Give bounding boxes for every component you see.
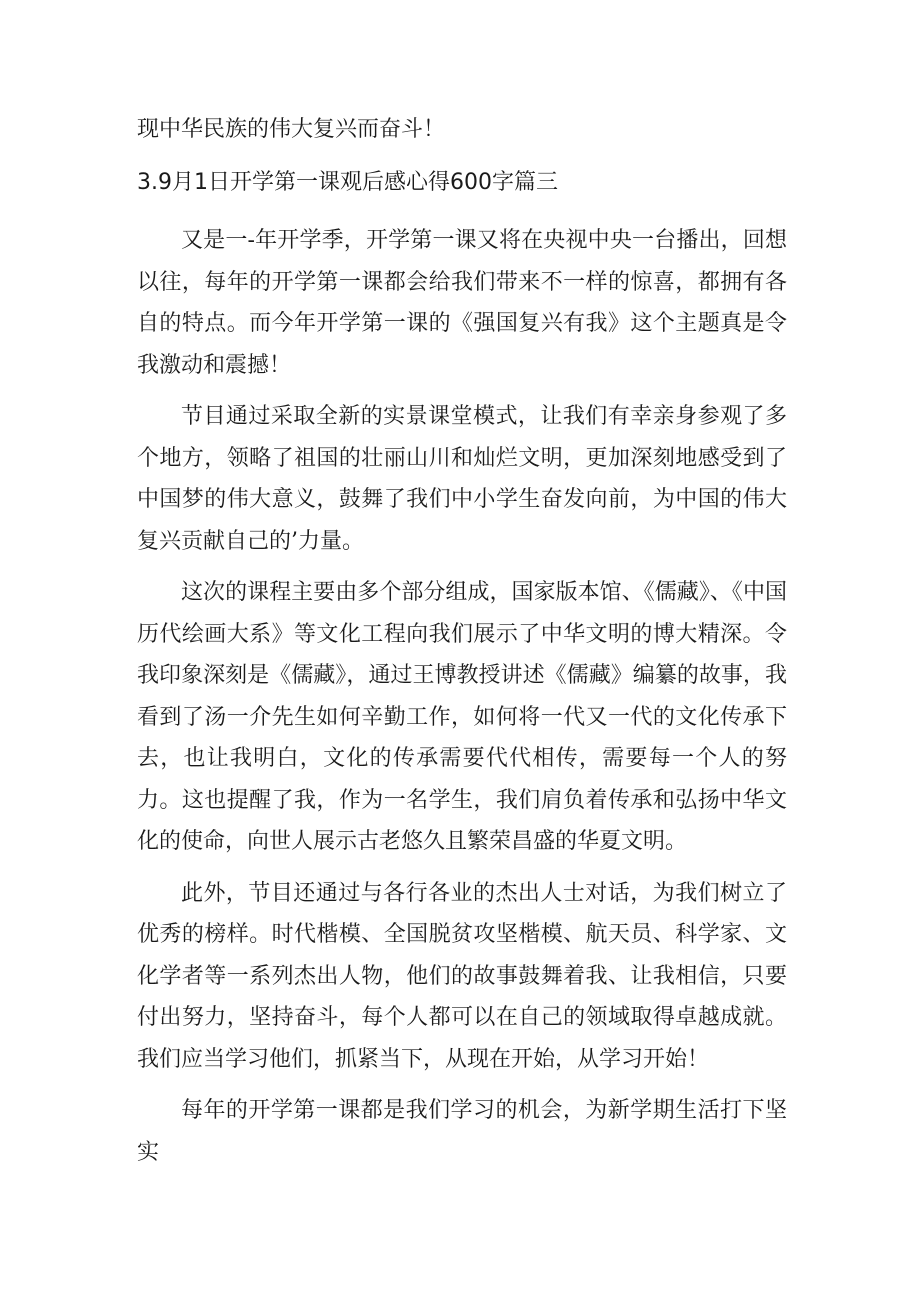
article-body bbox=[137, 220, 787, 1173]
continued-line: 现中华民族的伟大复兴而奋斗！ bbox=[137, 117, 446, 142]
section-title: 3.9月1日开学第一课观后感心得600字篇三 bbox=[137, 170, 558, 195]
paragraph-2: 节目通过采取全新的实景课堂模式，让我们有幸亲身参观了多个地方，领略了祖国的壮丽山川和灿烂文明，更加深刻地感受到了中国梦的伟大意义，鼓舞了我们中小学生奋发向前，为中国的伟大复兴贡献自己的’力量。 bbox=[137, 404, 787, 554]
paragraph-4: 此外，节目还通过与各行各业的杰出人士对话，为我们树立了优秀的榜样。时代楷模、全国脱贫攻坚楷模、航天员、科学家、文化学者等一系列杰出人物，他们的故事鼓舞着我、让我相信，只要付出努力，坚持奋斗，每个人都可以在自己的领域取得卓越成就。我们应当学习他们，抓紧当下，从现在开始，从学习开始！ bbox=[137, 880, 787, 1072]
paragraph-1: 又是一-年开学季，开学第一课又将在央视中央一台播出，回想以往，每年的开学第一课都会给我们带来不一样的惊喜，都拥有各自的特点。而今年开学第一课的《强国复兴有我》这个主题真是令我激动和震撼！ bbox=[137, 228, 787, 378]
paragraph-5: 每年的开学第一课都是我们学习的机会，为新学期生活打下坚实 bbox=[137, 1098, 787, 1165]
paragraph-3: 这次的课程主要由多个部分组成，国家版本馆、《儒藏》、《中国历代绘画大系》等文化工程向我们展示了中华文明的博大精深。令我印象深刻是《儒藏》，通过王博教授讲述《儒藏》编纂的故事，我看到了汤一介先生如何辛勤工作，如何将一代又一代的文化传承下去，也让我明白，文化的传承需要代代相传，需要每一个人的努力。这也提醒了我，作为一名学生，我们肩负着传承和弘扬中华文化的使命，向世人展示古老悠久且繁荣昌盛的华夏文明。 bbox=[137, 580, 787, 854]
